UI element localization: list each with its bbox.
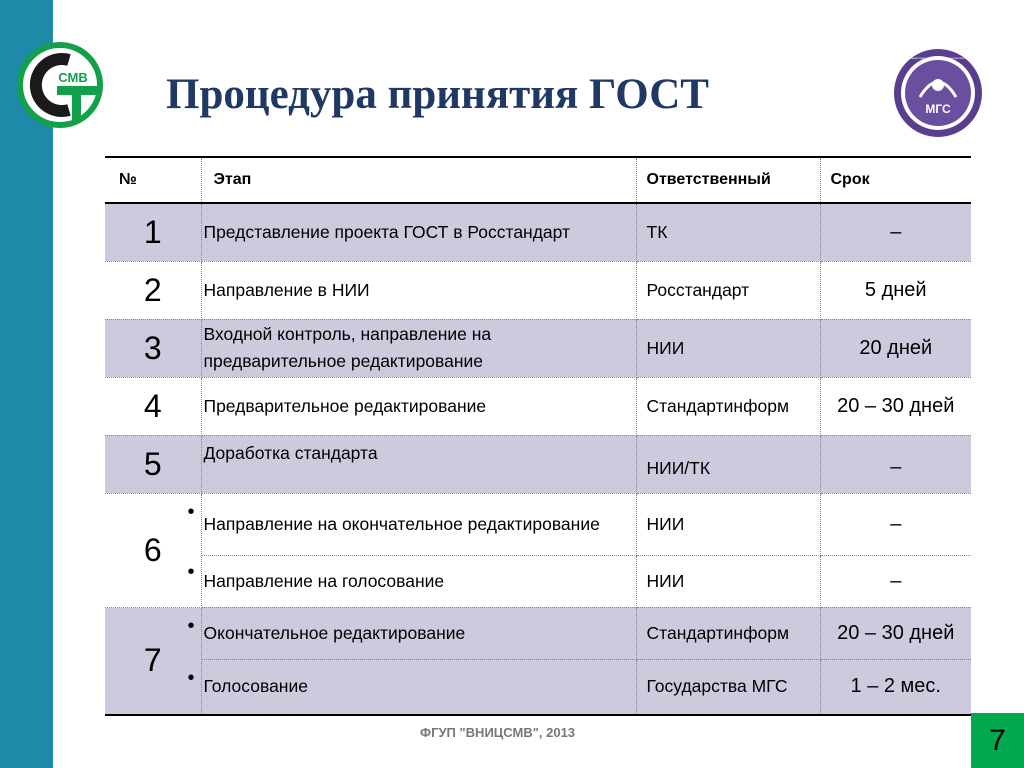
row-term: – [820, 435, 971, 493]
row-num: 6 [143, 531, 162, 568]
table-row [105, 607, 971, 659]
row-resp: Государства МГС [636, 659, 820, 715]
header-term: Срок [820, 157, 971, 203]
row-stage: Предварительное редактирование [201, 377, 636, 435]
bullet-icon: • [187, 560, 195, 583]
logo-left-text: СМВ [58, 70, 88, 85]
table-row [105, 261, 971, 319]
vnicsmv-logo [17, 42, 103, 128]
row-term: 20 – 30 дней [820, 377, 971, 435]
bullet-icon: • [187, 500, 195, 523]
header-stage: Этап [201, 157, 636, 203]
page-number: 7 [971, 713, 1024, 768]
row-num-group [105, 493, 201, 607]
logo-right-text: МГС [925, 102, 951, 116]
row-term: 20 дней [820, 319, 971, 377]
row-term: 20 – 30 дней [820, 607, 971, 659]
table-row [105, 435, 971, 493]
table-row [105, 555, 971, 607]
row-resp: Стандартинформ [636, 377, 820, 435]
row-stage: Окончательное редактирование [201, 607, 636, 659]
table-row [105, 377, 971, 435]
table-row [105, 203, 971, 261]
table-row [105, 659, 971, 715]
bullet-icon: • [187, 666, 195, 689]
table-row [105, 493, 971, 555]
row-resp: Стандартинформ [636, 607, 820, 659]
row-stage: Входной контроль, направление на предварительное редактирование [201, 319, 636, 377]
row-num: 5 [105, 435, 201, 493]
row-resp: Росстандарт [636, 261, 820, 319]
table-row [105, 319, 971, 377]
row-num: 1 [105, 203, 201, 261]
row-term: – [820, 493, 971, 555]
procedure-table [105, 156, 971, 716]
row-term: 5 дней [820, 261, 971, 319]
row-resp: НИИ [636, 493, 820, 555]
row-term: – [820, 555, 971, 607]
row-num: 4 [105, 377, 201, 435]
footer-text: ФГУП "ВНИЦСМВ", 2013 [420, 725, 576, 740]
row-resp: НИИ/ТК [636, 435, 820, 493]
row-resp: НИИ [636, 555, 820, 607]
mgs-logo [892, 47, 984, 139]
logo-right-ring-text: Межгосударственный Совет по стандартизации, метрологии и сертификации [892, 57, 984, 60]
row-num: 7 [143, 642, 162, 679]
row-stage: Доработка стандарта [201, 435, 636, 493]
row-num-group [105, 607, 201, 715]
header-num: № [105, 157, 201, 203]
row-num: 3 [105, 319, 201, 377]
row-stage: Представление проекта ГОСТ в Росстандарт [201, 203, 636, 261]
row-stage: Голосование [201, 659, 636, 715]
row-stage: Направление в НИИ [201, 261, 636, 319]
row-term: 1 – 2 мес. [820, 659, 971, 715]
header-resp: Ответственный [636, 157, 820, 203]
bullet-icon: • [187, 614, 195, 637]
page-title: Процедура принятия ГОСТ [166, 71, 709, 118]
row-num: 2 [105, 261, 201, 319]
row-resp: НИИ [636, 319, 820, 377]
row-resp: ТК [636, 203, 820, 261]
row-term: – [820, 203, 971, 261]
row-stage: Направление на окончательное редактирование [201, 493, 636, 555]
table-header-row [105, 157, 971, 203]
row-stage: Направление на голосование [201, 555, 636, 607]
